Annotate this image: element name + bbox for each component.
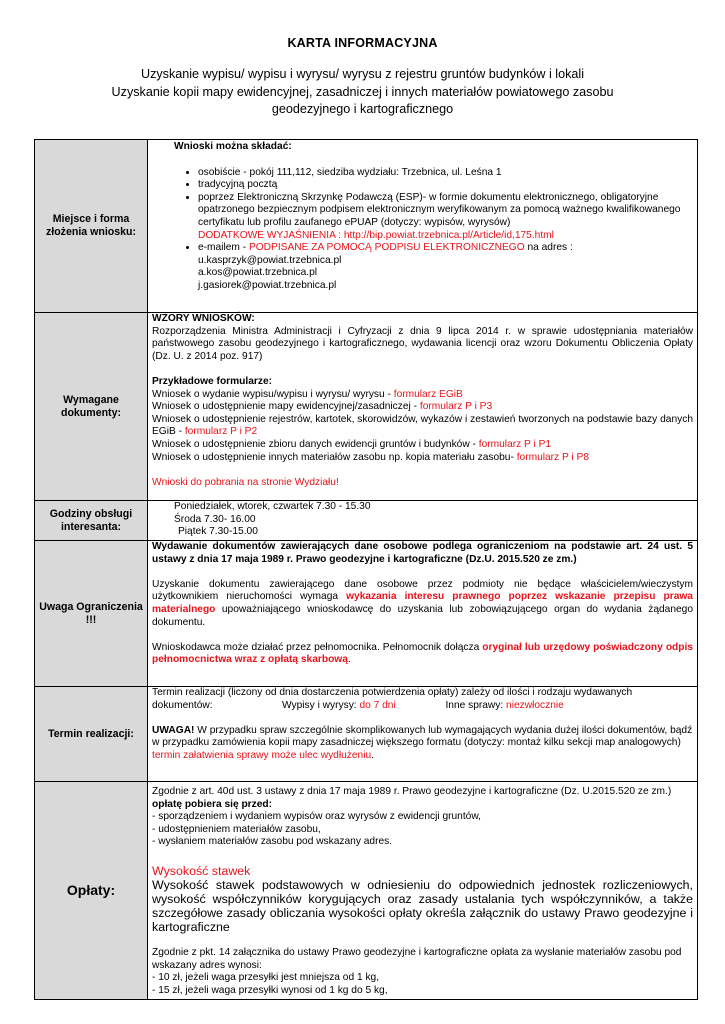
document-title: KARTA INFORMACYJNA (287, 36, 438, 50)
email-link[interactable]: u.kasprzyk@powiat.trzebnica.pl (198, 254, 342, 266)
text-run-red: wykazania interesu prawnego poprzez wskazanie przepisu prawa materialnego (152, 591, 693, 615)
text-run: Wnioskodawca może działać przez pełnomocnika. Pełnomocnik dołącza (152, 641, 483, 653)
text-run: upoważniającego wnioskodawcę do uzyskania lub zobowiązującego organ do wydania żądanego dokumentu. (152, 603, 693, 628)
label-documents: Wymagane dokumenty: (35, 313, 148, 501)
deadline-warning (152, 725, 693, 763)
cell-hours (148, 501, 698, 541)
form-link[interactable]: formularz P i P1 (478, 438, 552, 450)
form-link[interactable]: formularz P i P3 (419, 401, 493, 413)
restriction-bold: Wydawanie dokumentów zawierających dane osobowe podlega ograniczeniom na podstawie art. 24 ust. 5 ustawy z dnia 17 maja 1989 r. Prawo geodezyjne i kartograficzne (Dz.U. 2015.520 ze zm.) (152, 541, 693, 565)
list-item (198, 167, 693, 180)
cell-submission (148, 140, 698, 313)
cell-documents (148, 313, 698, 501)
regulation-text: Rozporządzenia Ministra Administracji i Cyfryzacji z dnia 9 lipca 2014 r. w sprawie udostępniania materiałów państwowego zasobu geodezyjnego i kartograficznego, wydawania licencji oraz wzoru Dokumentu Obliczenia Opłaty (Dz. U. z 2014 poz. 917) (152, 325, 693, 362)
label-restrictions: Uwaga Ograniczenia !!! (35, 541, 148, 687)
form-text: Wniosek o udostępnienie innych materiałów zasobu np. kopia materiału zasobu- (152, 451, 517, 463)
list-item (198, 179, 693, 192)
text-run: W przypadku spraw szczególnie skomplikowanych lub wymagających wydania dużej ilości dokumentów, bądź w przypadku zamówienia kopii mapy zasadniczej większego formatu (dotyczy: montaż kilku sekcji map analogowych) (152, 724, 693, 749)
rates-text: Wysokość stawek podstawowych w odniesieniu do odpowiednich jednostek rozliczeniowych, wysokość współczynników korygujących oraz zasady ustalania tych współczynników, a także szczegółowe zasady obliczania wysokości opłaty określa załącznik do ustawy Prawo geodezyjne i kartograficzne (152, 877, 693, 935)
restriction-text (152, 579, 693, 629)
hours-line: Poniedziałek, wtorek, czwartek 7.30 - 15.30 (174, 501, 371, 512)
form-link[interactable]: formularz P i P2 (184, 426, 258, 438)
submission-heading: Wnioski można składać: (174, 141, 292, 152)
deadline-text: Termin realizacji (liczony od dnia dostarczenia potwierdzenia opłaty) zależy od ilości i rodzaju wydawanych (152, 687, 633, 698)
shipping-text: Zgodnie z pkt. 14 załącznika do ustawy Prawo geodezyjne i kartograficzne opłata za wysłanie materiałów zasobu pod wskazany adres wynosi: (152, 947, 682, 971)
form-item (152, 414, 693, 439)
list-item (198, 192, 693, 242)
row-deadline (35, 687, 698, 782)
form-item (152, 401, 693, 414)
fees-list-item: - wysłaniem materiałów zasobu pod wskazany adres. (152, 836, 393, 848)
form-item (152, 389, 693, 402)
documents-heading: WZORY WNIOSKÓW: (152, 313, 255, 324)
text-run: . (347, 654, 351, 666)
text-run: Inne sprawy: (445, 699, 507, 711)
form-link[interactable]: formularz P i P8 (516, 451, 589, 463)
forms-heading: Przykładowe formularze: (152, 375, 273, 387)
list-item-text: e-mailem - (198, 242, 249, 254)
label-hours: Godziny obsługi interesanta: (35, 501, 148, 541)
text-run-red: termin załatwienia sprawy może ulec wydłużeniu (152, 749, 372, 761)
cell-restrictions (148, 541, 698, 687)
text-run: . (371, 749, 374, 761)
hours-line: Piątek 7.30-15.00 (178, 526, 258, 538)
submission-list (174, 167, 693, 293)
restriction-text (152, 642, 693, 667)
deadline-wypisy: do 7 dni (359, 699, 396, 711)
text-run: opłatę pobiera się przed: (152, 798, 273, 810)
form-text: Wniosek o udostępnienie zbioru danych ewidencji gruntów i budynków - (152, 438, 479, 450)
text-run: Uzyskanie dokumentu zawierającego dane osobowe przez podmioty nie będące właścicielem/wieczystym użytkownikiem nieruchomości wymaga (152, 578, 693, 603)
row-documents (35, 313, 698, 501)
text-run-red: oryginał lub urzędowy poświadczony odpis pełnomocnictwa wraz z opłatą skarbową (152, 641, 693, 666)
form-text: Wniosek o udostępnienie mapy ewidencyjnej/zasadniczej - (152, 401, 420, 413)
row-restrictions (35, 541, 698, 687)
shipping-item: - 15 zł, jeżeli waga przesyłki wynosi od 1 kg do 5 kg, (152, 984, 388, 996)
label-submission: Miejsce i forma złożenia wniosku: (35, 140, 148, 313)
subtitle-line: geodezyjnego i kartograficznego (271, 102, 454, 116)
list-item-text: poprzez Elektroniczną Skrzynkę Podawczą (ESP) (198, 191, 423, 203)
text-run: UWAGA! (152, 724, 195, 736)
email-link[interactable]: j.gasiorek@powiat.trzebnica.pl (198, 279, 337, 291)
document-subtitle (40, 66, 685, 119)
list-item-text: tradycyjną pocztą (198, 179, 278, 191)
rates-heading: Wysokość stawek (152, 863, 251, 878)
row-hours (35, 501, 698, 541)
form-item (152, 452, 693, 465)
cell-fees (148, 782, 698, 1000)
deadline-values (152, 700, 693, 713)
subtitle-line: Uzyskanie kopii mapy ewidencyjnej, zasadniczej i innych materiałów powiatowego zasobu (111, 84, 614, 99)
form-item (152, 439, 693, 452)
signature-requirement: PODPISANE ZA POMOCĄ PODPISU ELEKTRONICZNEGO (248, 242, 525, 254)
label-fees: Opłaty: (35, 782, 148, 1000)
fees-list-item: - udostępnieniem materiałów zasobu, (152, 823, 321, 835)
list-item-text: osobiście - pokój 111,112, siedziba wydziału: Trzebnica, ul. Leśna 1 (198, 166, 502, 178)
email-link[interactable]: a.kos@powiat.trzebnica.pl (198, 267, 318, 279)
hours-line: Środa 7.30- 16.00 (174, 513, 256, 525)
label-deadline: Termin realizacji: (35, 687, 148, 782)
fees-list-item: - sporządzeniem i wydaniem wypisów oraz wyrysów z ewidencji gruntów, (152, 811, 481, 823)
cell-deadline (148, 687, 698, 782)
text-run: dokumentów: (152, 699, 213, 711)
subtitle-line: Uzyskanie wypisu/ wypisu i wyrysu/ wyrysu z rejestru gruntów budynków i lokali (140, 67, 585, 81)
row-fees (35, 782, 698, 1000)
info-table (34, 139, 698, 1000)
form-link[interactable]: formularz EGiB (393, 388, 463, 400)
list-item-text: - w formie dokumentu elektronicznego, obligatoryjne opatrzonego bezpiecznym podpisem elektronicznym weryfikowanym za pomocą ważnego kwalifikowanego certyfikatu lub profilu zaufanego ePUAP (dotyczy: wypisów, wyrysów) (198, 191, 681, 228)
list-item-text: na adres : (524, 242, 573, 254)
additional-info-link[interactable]: DODATKOWE WYJAŚNIENIA : http://bip.powiat.trzebnica.pl/Article/id,175.html (198, 229, 554, 241)
list-item (198, 242, 693, 292)
deadline-other: niezwłocznie (506, 699, 564, 711)
download-link[interactable]: Wnioski do pobrania na stronie Wydziału! (152, 476, 339, 488)
form-text: Wniosek o udostępnienie rejestrów, kartotek, skorowidzów, wykazów i zestawień tworzonych na podstawie bazy danych EGiB - (152, 413, 693, 438)
text-run: Wypisy i wyrysy: (282, 699, 360, 711)
form-text: Wniosek o wydanie wypisu/wypisu i wyrysu/ wyrysu - (152, 388, 394, 400)
shipping-item: - 10 zł, jeżeli waga przesyłki jest mniejsza od 1 kg, (152, 972, 380, 984)
fees-intro (152, 786, 693, 811)
row-submission (35, 140, 698, 313)
text-run: Zgodnie z art. 40d ust. 3 ustawy z dnia 17 maja 1989 r. Prawo geodezyjne i kartograficzne (Dz. U.2015.520 ze zm.) (152, 786, 672, 797)
